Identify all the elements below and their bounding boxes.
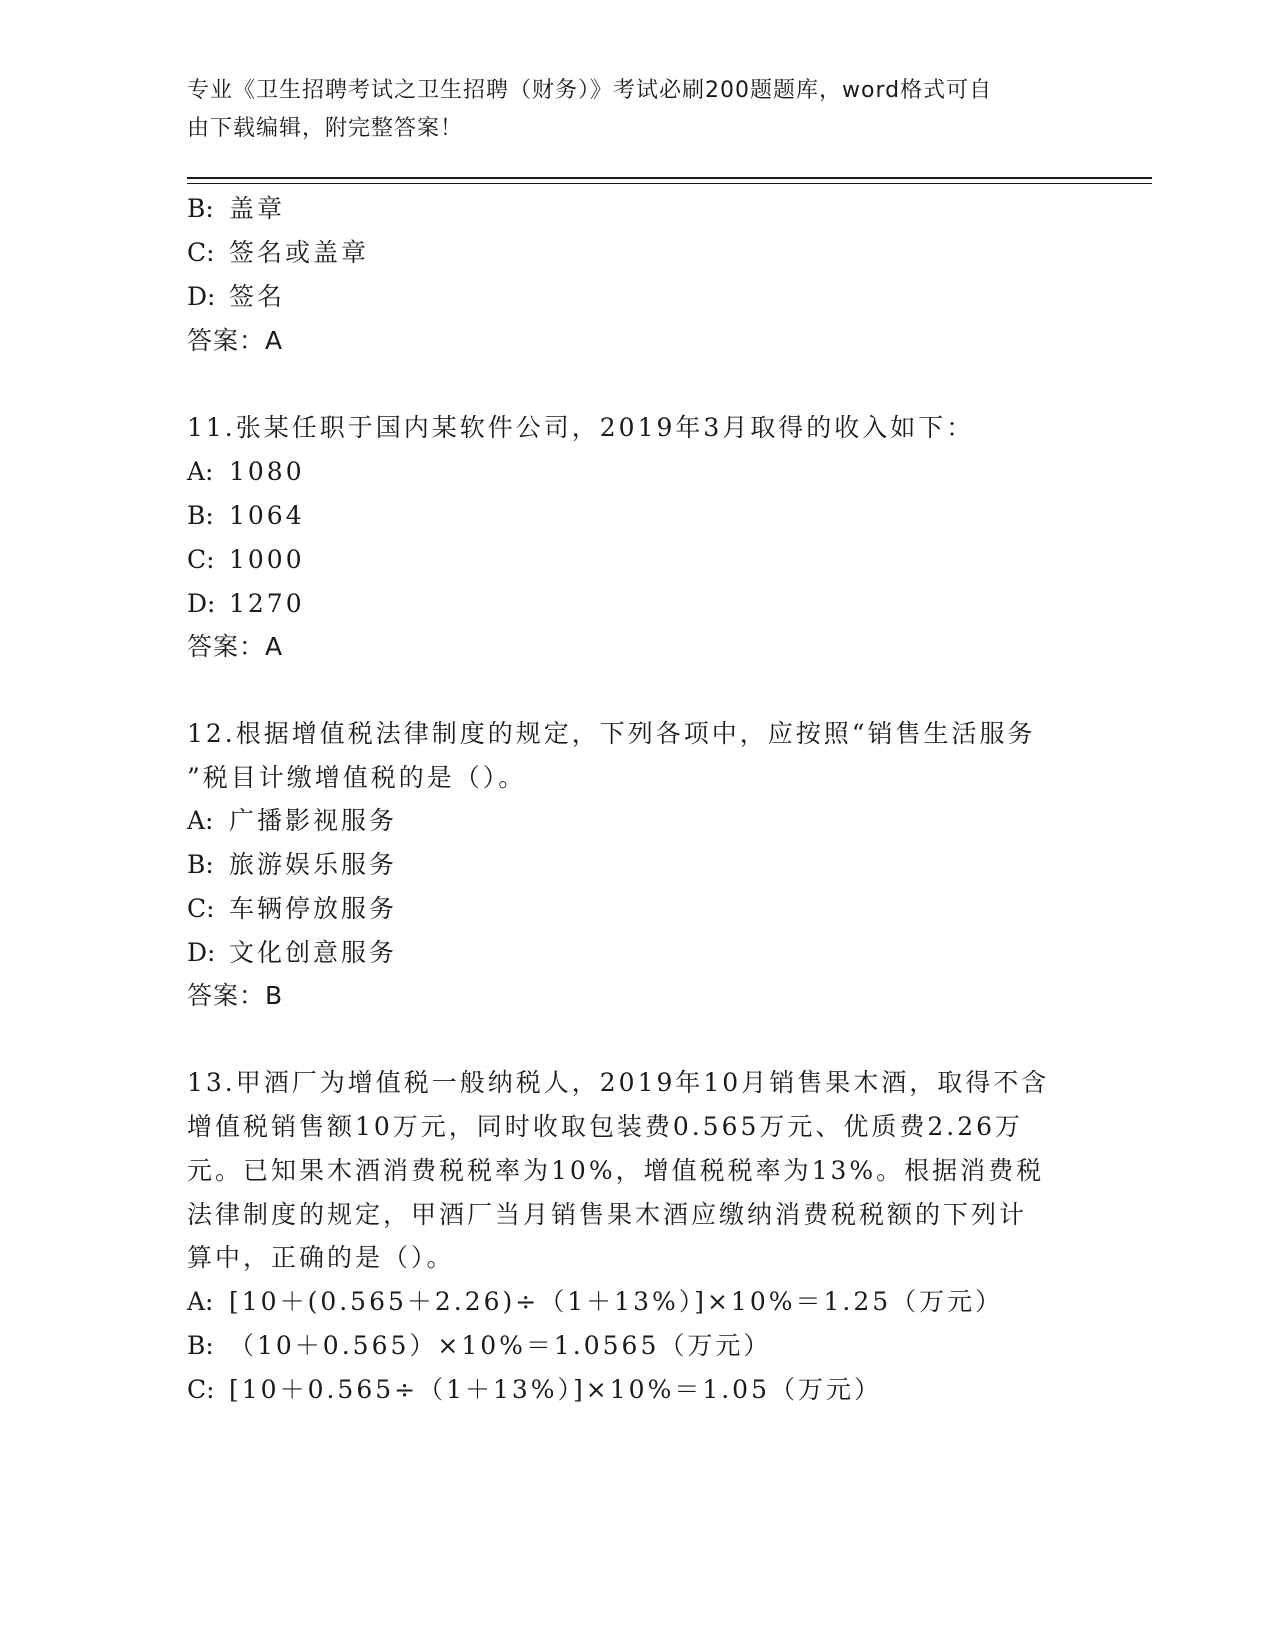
header-rule-thick — [187, 177, 1152, 179]
option-b — [187, 493, 305, 539]
option-d — [187, 930, 397, 976]
option-key: C: — [187, 1375, 215, 1404]
answer-line: 答案：B — [187, 981, 284, 1010]
option-text: 文化创意服务 — [229, 938, 398, 967]
option-c — [187, 886, 397, 932]
option-key: D: — [187, 938, 216, 967]
option-key: C: — [187, 238, 215, 267]
option-text: 广播影视服务 — [229, 806, 398, 835]
option-text: [10＋(0.565＋2.26)÷（1＋13%）]×10%＝1.25（万元） — [229, 1287, 1004, 1316]
answer-line: 答案：A — [187, 632, 284, 661]
header-rule-thin — [187, 183, 1152, 184]
question-13-stem-line-4: 法律制度的规定，甲酒厂当月销售果木酒应缴纳消费税税额的下列计 — [187, 1200, 1028, 1229]
question-13-stem-line-3: 元。已知果木酒消费税税率为10%，增值税税率为13%。根据消费税 — [187, 1156, 1045, 1185]
option-text: 1064 — [229, 501, 305, 530]
option-text: 旅游娱乐服务 — [229, 850, 398, 879]
option-text: 1080 — [229, 457, 305, 486]
option-b — [187, 186, 285, 232]
option-c — [187, 1367, 882, 1413]
option-text: 签名 — [229, 282, 286, 311]
option-key: C: — [187, 545, 215, 574]
option-key: C: — [187, 894, 215, 923]
option-text: 1000 — [229, 545, 305, 574]
option-c — [187, 537, 305, 583]
option-d — [187, 274, 285, 320]
option-a — [187, 1279, 1003, 1325]
option-a — [187, 449, 305, 495]
question-12-stem-line-1: 12.根据增值税法律制度的规定，下列各项中，应按照“销售生活服务 — [187, 719, 1036, 748]
question-13-stem-line-1: 13.甲酒厂为增值税一般纳税人，2019年10月销售果木酒，取得不含 — [187, 1068, 1050, 1097]
option-text: （10＋0.565）×10%＝1.0565（万元） — [229, 1331, 772, 1360]
question-11-stem: 11.张某任职于国内某软件公司，2019年3月取得的收入如下： — [187, 413, 975, 442]
option-c — [187, 230, 369, 276]
document-header — [187, 72, 1067, 148]
question-13-stem-line-2: 增值税销售额10万元，同时收取包装费0.565万元、优质费2.26万 — [187, 1112, 1024, 1141]
option-a — [187, 798, 397, 844]
question-12-stem-line-2: ”税目计缴增值税的是（）。 — [187, 763, 527, 792]
option-key: D: — [187, 589, 216, 618]
option-key: A: — [187, 457, 214, 486]
option-key: B: — [187, 501, 214, 530]
option-b — [187, 1323, 771, 1369]
option-key: B: — [187, 850, 214, 879]
option-key: B: — [187, 1331, 214, 1360]
answer-line: 答案：A — [187, 326, 284, 355]
header-line-2: 由下载编辑，附完整答案！ — [187, 116, 464, 141]
option-d — [187, 581, 305, 627]
option-b — [187, 842, 397, 888]
option-text: [10＋0.565÷（1＋13%）]×10%＝1.05（万元） — [229, 1375, 882, 1404]
header-line-1: 专业《卫生招聘考试之卫生招聘（财务）》考试必刷200题题库，word格式可自 — [187, 78, 993, 103]
option-text: 1270 — [229, 589, 305, 618]
option-text: 车辆停放服务 — [229, 894, 398, 923]
option-key: A: — [187, 1287, 214, 1316]
question-13-stem-line-5: 算中，正确的是（）。 — [187, 1243, 455, 1272]
option-text: 盖章 — [229, 194, 286, 223]
option-text: 签名或盖章 — [229, 238, 370, 267]
option-key: B: — [187, 194, 214, 223]
option-key: A: — [187, 806, 214, 835]
option-key: D: — [187, 282, 216, 311]
